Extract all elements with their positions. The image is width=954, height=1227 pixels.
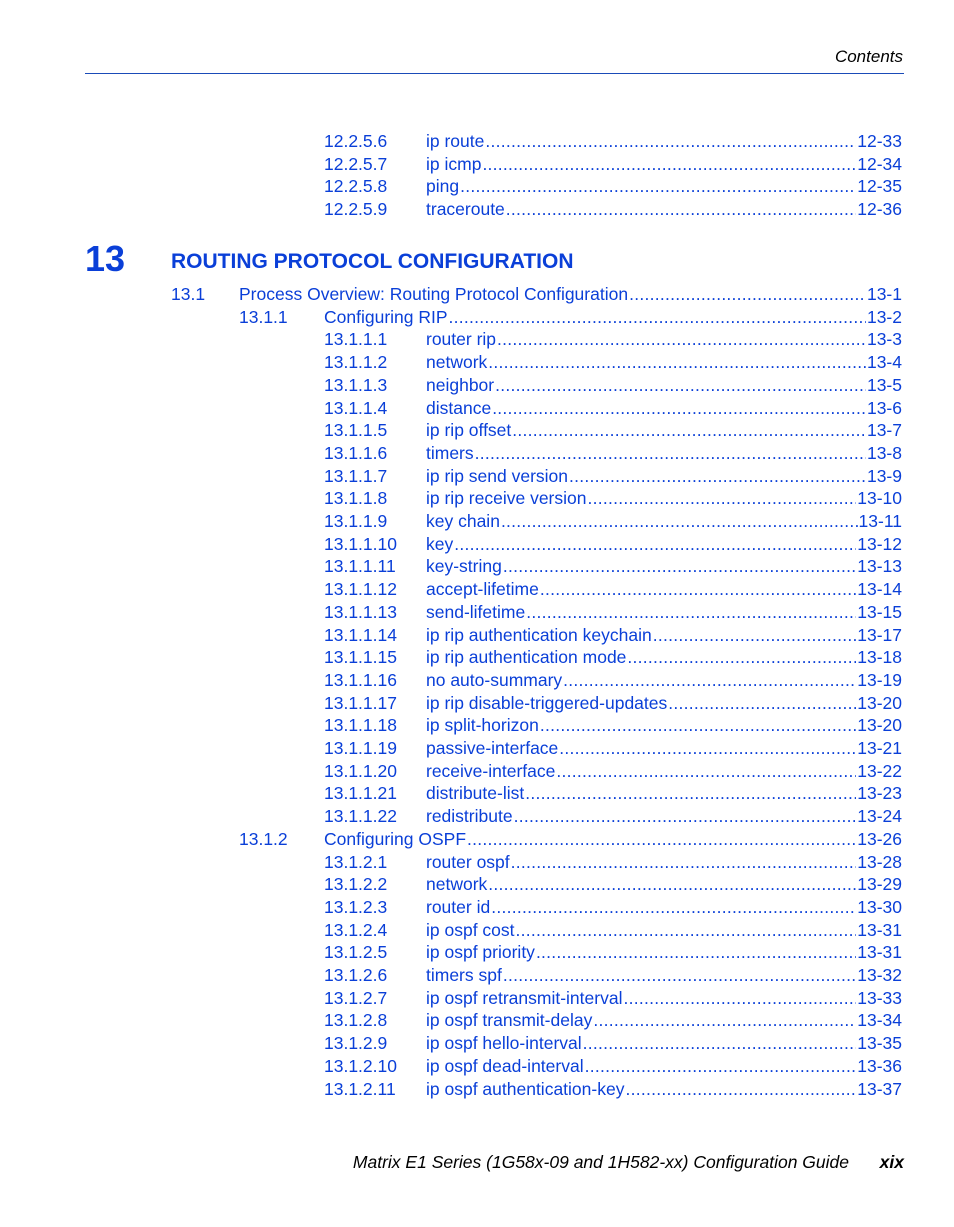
dot-leader [501, 511, 858, 532]
toc-entry-page: 13-13 [857, 556, 902, 577]
toc-entry[interactable] [239, 305, 902, 328]
toc-entry[interactable] [324, 895, 902, 918]
toc-entry[interactable] [324, 1008, 902, 1031]
dot-leader [449, 307, 866, 328]
toc-entry[interactable] [324, 963, 902, 986]
toc-entry-title: ip route [426, 131, 485, 151]
footer-page-number: xix [879, 1152, 904, 1172]
chapter-title: ROUTING PROTOCOL CONFIGURATION [171, 250, 574, 273]
dot-leader [503, 556, 856, 577]
toc-entry-page: 13-24 [857, 806, 902, 827]
toc-entry-number: 13.1.2.2 [324, 874, 388, 895]
toc-entry-title: ip ospf hello-interval [426, 1033, 582, 1054]
toc-entry-title: Process Overview: Routing Protocol Configuration [239, 284, 629, 304]
toc-entry-number: 13.1.1.22 [324, 806, 397, 827]
toc-entry-title: ip ospf retransmit-interval [426, 987, 623, 1008]
toc-entry-title: ip ospf cost [426, 919, 515, 940]
dot-leader [593, 1010, 856, 1031]
toc-entry-title: ip ospf transmit-delay [426, 1010, 593, 1031]
dot-leader [503, 965, 856, 986]
toc-entry-number: 13.1.1 [239, 306, 288, 327]
dot-leader [569, 466, 866, 487]
toc-entry-number: 13.1.1.20 [324, 760, 397, 781]
toc-entry-number: 12.2.5.8 [324, 176, 388, 197]
toc-entry-title: send-lifetime [426, 601, 526, 622]
toc-entry-page: 13-1 [866, 284, 902, 304]
toc-entry-title: distance [426, 397, 492, 418]
toc-entry-number: 13.1.1.5 [324, 420, 388, 441]
toc-entry-page: 12-36 [857, 199, 902, 220]
dot-leader [491, 897, 856, 918]
toc-entry[interactable] [324, 759, 902, 782]
toc-entry[interactable] [324, 872, 902, 895]
toc-entry[interactable] [324, 645, 902, 668]
toc-entry-number: 13.1.2.9 [324, 1033, 388, 1054]
toc-entry-number: 12.2.5.7 [324, 153, 388, 174]
dot-leader [668, 693, 856, 714]
toc-entry[interactable] [324, 174, 902, 197]
toc-entry-title: no auto-summary [426, 669, 563, 690]
toc-entry-page: 13-15 [857, 601, 902, 622]
toc-entry-page: 13-17 [857, 624, 902, 645]
toc-entry[interactable] [324, 623, 902, 646]
toc-entry[interactable] [324, 152, 902, 175]
toc-entry-number: 13.1.1.7 [324, 465, 388, 486]
dot-leader [587, 488, 856, 509]
toc-entry-page: 13-21 [857, 738, 902, 758]
toc-entry-number: 13.1.1.6 [324, 442, 388, 463]
dot-leader [495, 375, 866, 396]
chapter-number: 13 [85, 238, 126, 279]
toc-entry-number: 13.1.1.8 [324, 488, 388, 509]
toc-entry[interactable] [324, 350, 902, 373]
toc-entry-page: 13-14 [857, 579, 902, 600]
toc-entry-title: passive-interface [426, 738, 559, 758]
toc-entry-title: network [426, 352, 488, 373]
toc-entry-page: 13-31 [857, 919, 902, 940]
toc-entry[interactable] [324, 197, 902, 220]
toc-entry-number: 13.1.2.1 [324, 851, 388, 872]
toc-entry[interactable] [324, 850, 902, 873]
toc-entry[interactable] [324, 668, 902, 691]
toc-entry-page: 13-6 [866, 397, 902, 418]
toc-entry-page: 13-30 [857, 896, 902, 917]
toc-entry-title: Configuring RIP [324, 306, 448, 327]
toc-entry[interactable] [324, 781, 902, 804]
toc-entry-page: 13-32 [857, 965, 902, 985]
toc-entry[interactable] [324, 373, 902, 396]
header-rule [85, 73, 904, 74]
toc-entry-number: 13.1.2.5 [324, 942, 388, 963]
dot-leader [506, 199, 856, 220]
toc-entry-number: 13.1.2.3 [324, 896, 388, 917]
toc-entry-page: 12-35 [857, 176, 902, 197]
toc-entry-title: router ospf [426, 851, 510, 872]
toc-entry-page: 13-33 [857, 987, 902, 1008]
toc-entry-title: ip ospf dead-interval [426, 1055, 584, 1076]
toc-entry-title: neighbor [426, 374, 495, 395]
dot-leader [526, 602, 856, 623]
toc-entry[interactable] [324, 396, 902, 419]
dot-leader [460, 176, 856, 197]
toc-entry-title: key [426, 533, 454, 554]
toc-entry[interactable] [324, 554, 902, 577]
dot-leader [563, 670, 856, 691]
toc-entry-number: 13.1.1.16 [324, 669, 397, 690]
toc-entry[interactable] [324, 713, 902, 736]
toc-entry-title: ip rip send version [426, 465, 569, 486]
toc-entry-number: 13.1.1.1 [324, 329, 388, 350]
dot-leader [556, 761, 856, 782]
toc-entry-page: 13-18 [857, 647, 902, 668]
dot-leader [525, 783, 856, 804]
toc-entry-title: key chain [426, 511, 500, 531]
footer-title: Matrix E1 Series (1G58x-09 and 1H582-xx) Configuration Guide [352, 1152, 849, 1172]
toc-entry-number: 12.2.5.9 [324, 199, 388, 220]
toc-entry-page: 13-22 [857, 760, 902, 781]
toc-entry-page: 13-35 [857, 1033, 902, 1054]
toc-entry-page: 13-8 [866, 442, 902, 463]
dot-leader [540, 715, 856, 736]
toc-entry-page: 13-12 [857, 533, 902, 554]
toc-entry-number: 13.1.1.17 [324, 692, 397, 713]
toc-entry-title: Configuring OSPF [324, 828, 467, 849]
toc-entry-title: network [426, 874, 488, 895]
dot-leader [488, 352, 866, 373]
dot-leader [625, 1079, 856, 1100]
toc-entry-number: 13.1.1.12 [324, 579, 397, 600]
dot-leader [492, 398, 866, 419]
toc-entry[interactable] [324, 1031, 902, 1054]
toc-entry[interactable] [324, 600, 902, 623]
dot-leader [514, 806, 857, 827]
toc-entry-number: 13.1.1.4 [324, 397, 388, 418]
toc-entry[interactable] [324, 486, 902, 509]
toc-entry-page: 12-34 [857, 153, 902, 174]
toc-entry[interactable] [239, 827, 902, 850]
dot-leader [629, 284, 866, 305]
dot-leader [497, 329, 866, 350]
toc-entry-number: 13.1.2.10 [324, 1055, 397, 1076]
toc-entry-title: router rip [426, 329, 497, 350]
toc-entry-page: 13-11 [858, 511, 902, 531]
dot-leader [454, 534, 856, 555]
dot-leader [512, 420, 866, 441]
toc-entry-title: ip rip receive version [426, 488, 587, 509]
dot-leader [585, 1056, 857, 1077]
toc-entry-number: 13.1.1.3 [324, 374, 388, 395]
toc-entry[interactable] [324, 464, 902, 487]
toc-entry-page: 13-34 [857, 1010, 902, 1031]
toc-entry-page: 13-4 [866, 352, 902, 373]
toc-entry-number: 13.1.2.11 [324, 1078, 396, 1099]
toc-entry-page: 13-20 [857, 692, 902, 713]
toc-entry[interactable] [324, 1077, 902, 1100]
toc-entry-page: 13-26 [857, 828, 902, 849]
toc-entry-number: 13.1.1.9 [324, 511, 388, 531]
toc-entry-title: distribute-list [426, 783, 525, 804]
toc-entry-title: ip rip offset [426, 420, 512, 441]
toc-entry[interactable] [324, 441, 902, 464]
dot-leader [559, 738, 856, 759]
dot-leader [488, 874, 856, 895]
toc-entry-number: 13.1.1.19 [324, 738, 397, 758]
toc-entry-page: 13-10 [857, 488, 902, 509]
dot-leader [627, 647, 856, 668]
toc-entry-title: ip split-horizon [426, 715, 539, 736]
toc-entry[interactable] [324, 940, 902, 963]
toc-entry-number: 12.2.5.6 [324, 131, 388, 151]
toc-entry-title: ping [426, 176, 460, 197]
toc-entry-title: traceroute [426, 199, 505, 220]
toc-entry[interactable] [324, 804, 902, 827]
toc-entry-number: 13.1.2.4 [324, 919, 388, 940]
toc-entry[interactable] [324, 532, 902, 555]
toc-entry[interactable] [324, 577, 902, 600]
toc-entry-title: key-string [426, 556, 502, 577]
toc-entry[interactable] [324, 509, 902, 532]
dot-leader [511, 852, 857, 873]
toc-entry-title: ip rip authentication keychain [426, 624, 652, 645]
toc-entry-title: ip ospf authentication-key [426, 1078, 625, 1099]
dot-leader [653, 625, 857, 646]
toc-entry-title: timers spf [426, 965, 502, 985]
dot-leader [485, 131, 856, 152]
toc-entry[interactable] [324, 918, 902, 941]
toc-entry-number: 13.1.2.7 [324, 987, 388, 1008]
running-header: Contents [834, 47, 903, 66]
toc-entry-title: ip rip disable-triggered-updates [426, 692, 668, 713]
toc-entry-number: 13.1.1.13 [324, 601, 397, 622]
toc-entry-page: 13-5 [866, 374, 902, 395]
toc-entry-page: 12-33 [857, 131, 902, 151]
toc-entry[interactable] [324, 418, 902, 441]
toc-entry-title: ip icmp [426, 153, 482, 174]
toc-entry-page: 13-23 [857, 783, 902, 804]
toc-entry-number: 13.1.2.8 [324, 1010, 388, 1031]
dot-leader [482, 154, 856, 175]
toc-entry-page: 13-29 [857, 874, 902, 895]
toc-entry-number: 13.1 [171, 284, 206, 304]
toc-entry-number: 13.1.1.15 [324, 647, 397, 668]
toc-entry[interactable] [171, 282, 902, 305]
toc-entry-number: 13.1.1.2 [324, 352, 388, 373]
toc-entry-page: 13-37 [857, 1078, 902, 1099]
toc-entry-number: 13.1.1.18 [324, 715, 397, 736]
toc-entry-number: 13.1.1.10 [324, 533, 397, 554]
toc-entry[interactable] [324, 986, 902, 1009]
dot-leader [516, 920, 857, 941]
toc-entry-page: 13-31 [857, 942, 902, 963]
toc-entry-number: 13.1.1.21 [324, 783, 397, 804]
toc-entry-title: accept-lifetime [426, 579, 539, 600]
dot-leader [583, 1033, 857, 1054]
toc-entry-page: 13-36 [857, 1055, 902, 1076]
toc-entry-number: 13.1.1.14 [324, 624, 397, 645]
toc-entry-page: 13-28 [857, 851, 902, 872]
toc-entry[interactable] [324, 129, 902, 152]
toc-entry-title: ip rip authentication mode [426, 647, 627, 668]
dot-leader [536, 942, 856, 963]
toc-entry-page: 13-3 [866, 329, 902, 350]
dot-leader [467, 829, 856, 850]
toc-entry-page: 13-20 [857, 715, 902, 736]
toc-entry[interactable] [324, 1054, 902, 1077]
toc-entry-number: 13.1.1.11 [324, 556, 396, 577]
toc-entry-page: 13-2 [866, 306, 902, 327]
toc-entry[interactable] [324, 691, 902, 714]
dot-leader [475, 443, 866, 464]
toc-entry-title: ip ospf priority [426, 942, 535, 963]
toc-entry-title: redistribute [426, 806, 513, 827]
toc-entry-number: 13.1.2 [239, 828, 288, 849]
dot-leader [623, 988, 856, 1009]
toc-entry-page: 13-9 [866, 465, 902, 486]
toc-entry-title: router id [426, 896, 491, 917]
toc-entry-page: 13-19 [857, 669, 902, 690]
toc-entry-page: 13-7 [866, 420, 902, 441]
dot-leader [540, 579, 856, 600]
toc-entry-number: 13.1.2.6 [324, 965, 388, 985]
toc-entry-title: timers [426, 442, 474, 463]
toc-entry-title: receive-interface [426, 760, 556, 781]
toc-entry[interactable] [324, 327, 902, 350]
toc-entry[interactable] [324, 736, 902, 759]
